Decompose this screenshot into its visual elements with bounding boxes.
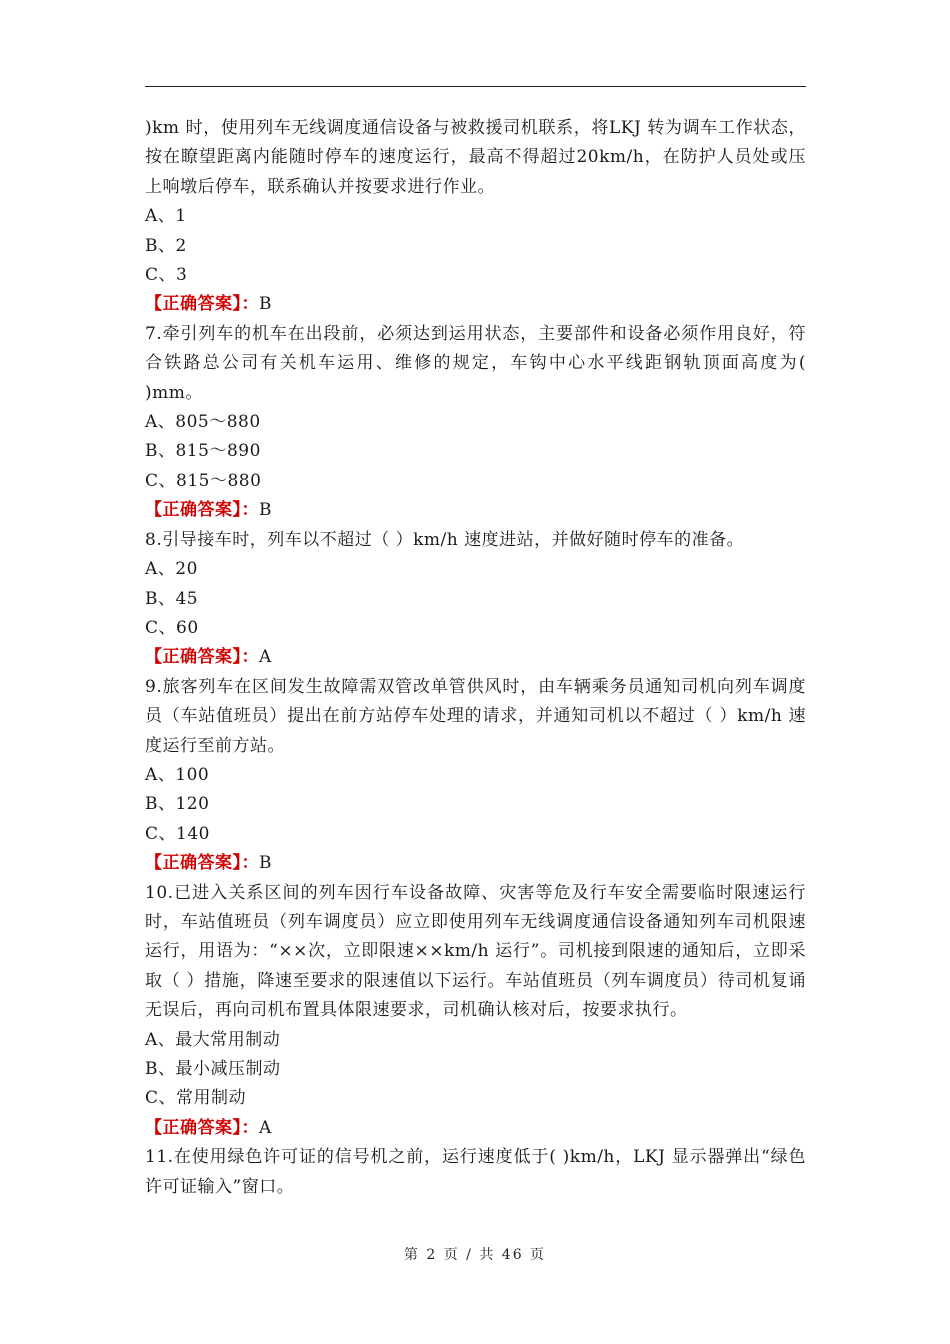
option-b: B、815～890 [145,441,261,462]
question-text: 11.在使用绿色许可证的信号机之前，运行速度低于( )km/h，LKJ 显示器弹出“绿色许可证输入”窗口。 [145,1147,806,1197]
question-text: 7.牵引列车的机车在出段前，必须达到运用状态，主要部件和设备必须作用良好，符合铁路总公司有关机车运用、维修的规定，车钩中心水平线距钢轨顶面高度为( )mm。 [145,323,806,403]
option-a: A、805～880 [145,412,261,433]
correct-answer [145,290,806,319]
answer-value: B [259,500,272,521]
option-b: B、120 [145,794,210,815]
option-b: B、2 [145,235,187,256]
answer-label: 【正确答案】： [145,1117,259,1138]
question-8 [145,526,806,673]
question-11 [145,1143,806,1202]
correct-answer [145,849,806,878]
answer-label: 【正确答案】： [145,294,259,315]
option-c: C、60 [145,617,199,638]
option-a: A、1 [145,206,187,227]
answer-value: A [259,647,272,668]
answer-value: B [259,853,272,874]
option-b: B、45 [145,588,199,609]
page-content [145,114,806,1202]
question-text: 8.引导接车时，列车以不超过（ ）km/h 速度进站，并做好随时停车的准备。 [145,529,745,550]
question-10 [145,879,806,1144]
answer-value: A [259,1117,272,1138]
option-b: B、最小减压制动 [145,1059,281,1079]
answer-label: 【正确答案】： [145,500,259,521]
correct-answer [145,1114,806,1143]
correct-answer [145,496,806,525]
answer-value: B [259,294,272,315]
question-7 [145,320,806,526]
question-text: 10.已进入关系区间的列车因行车设备故障、灾害等危及行车安全需要临时限速运行时，车站值班员（列车调度员）应立即使用列车无线调度通信设备通知列车司机限速运行，用语为：“××次，立即限速××km/h 运行”。司机接到限速的通知后，立即采取（ ）措施，降速至要求的限速值以下运行。车站值班员（列车调度员）待司机复诵无误后，再向司机布置具体限速要求，司机确认核对后，按要求执行。 [145,882,806,1021]
question-continuation [145,114,806,320]
answer-label: 【正确答案】： [145,647,259,668]
header-rule [145,86,806,87]
option-a: A、100 [145,764,210,785]
option-a: A、20 [145,559,198,580]
correct-answer [145,643,806,672]
option-c: C、140 [145,823,210,844]
answer-label: 【正确答案】： [145,853,259,874]
question-text: 9.旅客列车在区间发生故障需双管改单管供风时，由车辆乘务员通知司机向列车调度员（车站值班员）提出在前方站停车处理的请求，并通知司机以不超过（ ）km/h 速度运行至前方站。 [145,676,806,756]
page-number-footer: 第 2 页 / 共 46 页 [403,1247,547,1263]
question-9 [145,673,806,879]
question-text: )km 时，使用列车无线调度通信设备与被救援司机联系，将LKJ 转为调车工作状态，按在瞭望距离内能随时停车的速度运行，最高不得超过20km/h，在防护人员处或压上响墩后停车，联系确认并按要求进行作业。 [145,118,806,197]
option-c: C、3 [145,265,188,286]
option-c: C、常用制动 [145,1088,247,1109]
option-a: A、最大常用制动 [145,1029,281,1050]
option-c: C、815～880 [145,470,262,491]
